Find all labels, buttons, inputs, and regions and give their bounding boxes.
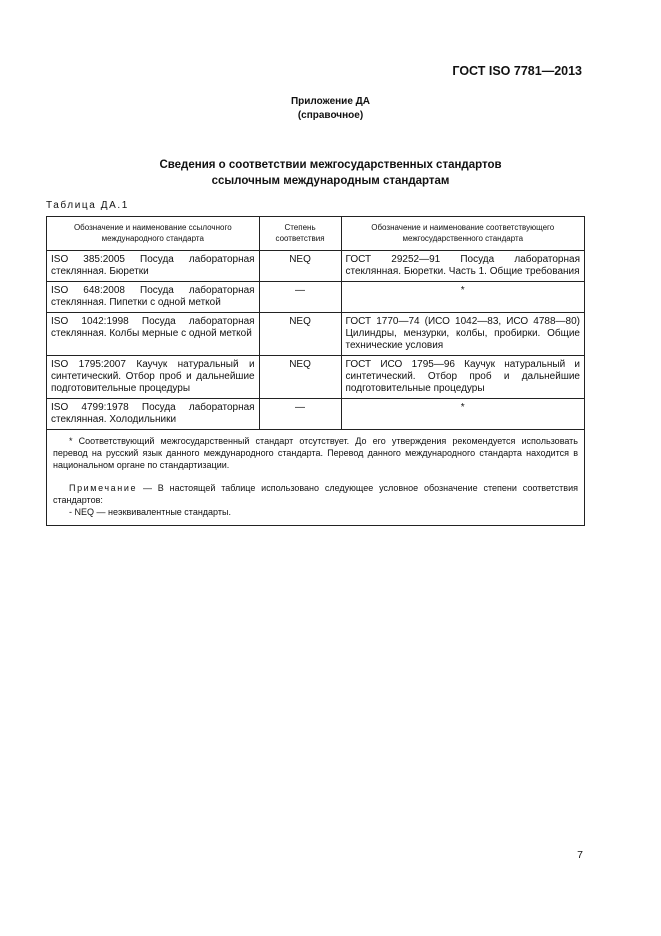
- table-notes-row: [47, 430, 585, 526]
- cell-degree: —: [259, 399, 341, 430]
- cell-degree: —: [259, 282, 341, 313]
- appendix-subtitle: (справочное): [297, 110, 364, 121]
- section-title-line-2: ссылочным международным стандартам: [211, 175, 450, 187]
- cell-standard: *: [341, 282, 585, 313]
- cell-reference: ISO 385:2005 Посуда лабораторная стеклянная. Бюретки: [47, 251, 260, 282]
- column-header-reference: Обозначение и наименование ссылочного международного стандарта: [47, 217, 260, 251]
- table-note: [53, 482, 578, 506]
- table-notes-cell: [47, 430, 585, 526]
- note-label: Примечание: [69, 483, 138, 493]
- section-title: [0, 157, 661, 189]
- cell-degree: NEQ: [259, 313, 341, 356]
- table-header-row: [47, 217, 585, 251]
- column-header-standard: Обозначение и наименование соответствующего межгосударственного стандарта: [341, 217, 585, 251]
- cell-standard: ГОСТ 29252—91 Посуда лабораторная стеклянная. Бюретки. Часть 1. Общие требования: [341, 251, 585, 282]
- correspondence-table: [46, 216, 585, 526]
- table-footnote: * Соответствующий межгосударственный стандарт отсутствует. До его утверждения рекомендуется использовать перевод на русский язык данного международного стандарта. Перевод данного международного стандарта находится в национальном органе по стандартизации.: [53, 436, 578, 470]
- cell-standard: ГОСТ 1770—74 (ИСО 1042—83, ИСО 4788—80) Цилиндры, мензурки, колбы, пробирки. Общие технические условия: [341, 313, 585, 356]
- table-row: [47, 399, 585, 430]
- table-row: [47, 282, 585, 313]
- column-header-degree: Степень соответствия: [259, 217, 341, 251]
- cell-reference: ISO 1795:2007 Каучук натуральный и синтетический. Отбор проб и дальнейшие подготовительные процедуры: [47, 356, 260, 399]
- table-row: [47, 313, 585, 356]
- document-code: ГОСТ ISO 7781—2013: [452, 64, 582, 78]
- cell-reference: ISO 4799:1978 Посуда лабораторная стеклянная. Холодильники: [47, 399, 260, 430]
- cell-degree: NEQ: [259, 356, 341, 399]
- cell-degree: NEQ: [259, 251, 341, 282]
- table-row: [47, 356, 585, 399]
- note-item: - NEQ — неэквивалентные стандарты.: [69, 507, 231, 517]
- cell-standard: *: [341, 399, 585, 430]
- cell-standard: ГОСТ ИСО 1795—96 Каучук натуральный и синтетический. Отбор проб и дальнейшие подготовительные процедуры: [341, 356, 585, 399]
- page-number: 7: [577, 849, 583, 861]
- section-title-line-1: Сведения о соответствии межгосударственных стандартов: [159, 159, 502, 171]
- appendix-heading: [0, 95, 661, 123]
- cell-reference: ISO 648:2008 Посуда лабораторная стеклянная. Пипетки с одной меткой: [47, 282, 260, 313]
- appendix-title: Приложение ДА: [290, 96, 371, 107]
- table-caption: Таблица ДА.1: [46, 200, 129, 211]
- table-row: [47, 251, 585, 282]
- note-text: — В настоящей таблице использовано следующее условное обозначение степени соответствия стандартов:: [53, 483, 578, 505]
- cell-reference: ISO 1042:1998 Посуда лабораторная стеклянная. Колбы мерные с одной меткой: [47, 313, 260, 356]
